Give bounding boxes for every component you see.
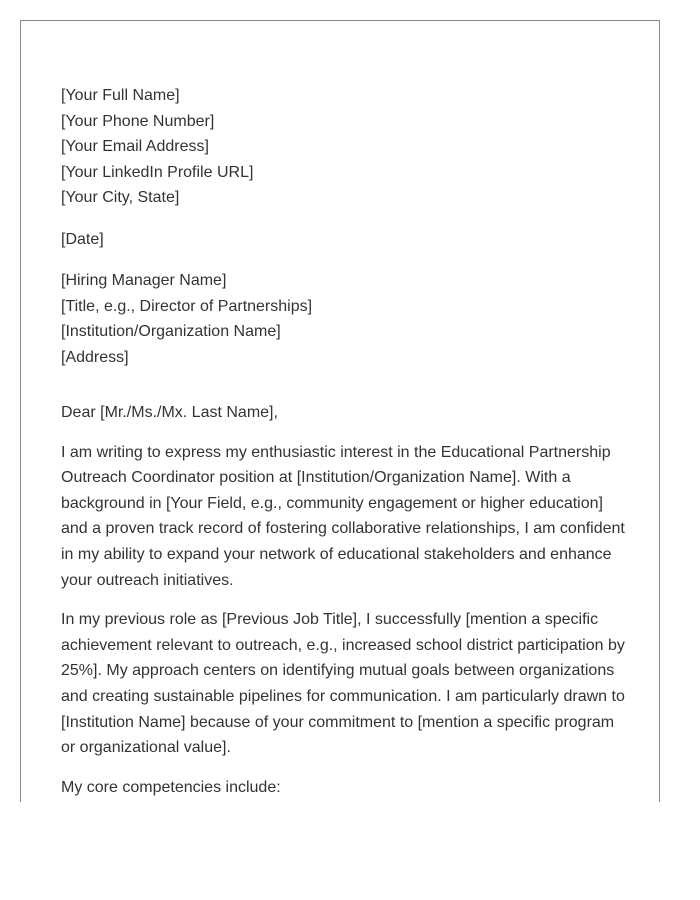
body-paragraph-1: I am writing to express my enthusiastic interest in the Educational Partnership Outreach Coordinator position at [Institution/Organization Name]. With a background in [Your Field, e.g., community engagement or higher education] and a proven track record of fostering collaborative relationships, I am confident in my ability to expand your network of educational stakeholders and enhance your outreach initiatives. [61,443,625,589]
sender-email: [Your Email Address] [61,138,209,155]
date-block [61,227,627,253]
recipient-name: [Hiring Manager Name] [61,272,227,289]
body-paragraph-3: My core competencies include: [61,778,281,796]
recipient-block [61,268,627,370]
sender-phone: [Your Phone Number] [61,112,215,130]
recipient-address: [Address] [61,348,129,366]
sender-linkedin: [Your LinkedIn Profile URL] [61,163,254,181]
recipient-title: [Title, e.g., Director of Partnerships] [61,297,313,315]
recipient-institution: [Institution/Organization Name] [61,323,281,340]
body-paragraph-2: In my previous role as [Previous Job Title], I successfully [mention a specific achievement relevant to outreach, e.g., increased school district participation by 25%]. My approach centers on identifying mutual goals between organizations and creating sustainable pipelines for communication. I am particularly drawn to [Institution Name] because of your commitment to [mention a specific program or organizational value]. [61,611,625,757]
letter-content [61,83,627,800]
sender-full-name: [Your Full Name] [61,87,180,104]
letter-page [20,20,660,802]
salutation: Dear [Mr./Ms./Mx. Last Name], [61,404,278,421]
letter-date: [Date] [61,230,104,248]
sender-city-state: [Your City, State] [61,189,180,206]
sender-block [61,83,627,211]
